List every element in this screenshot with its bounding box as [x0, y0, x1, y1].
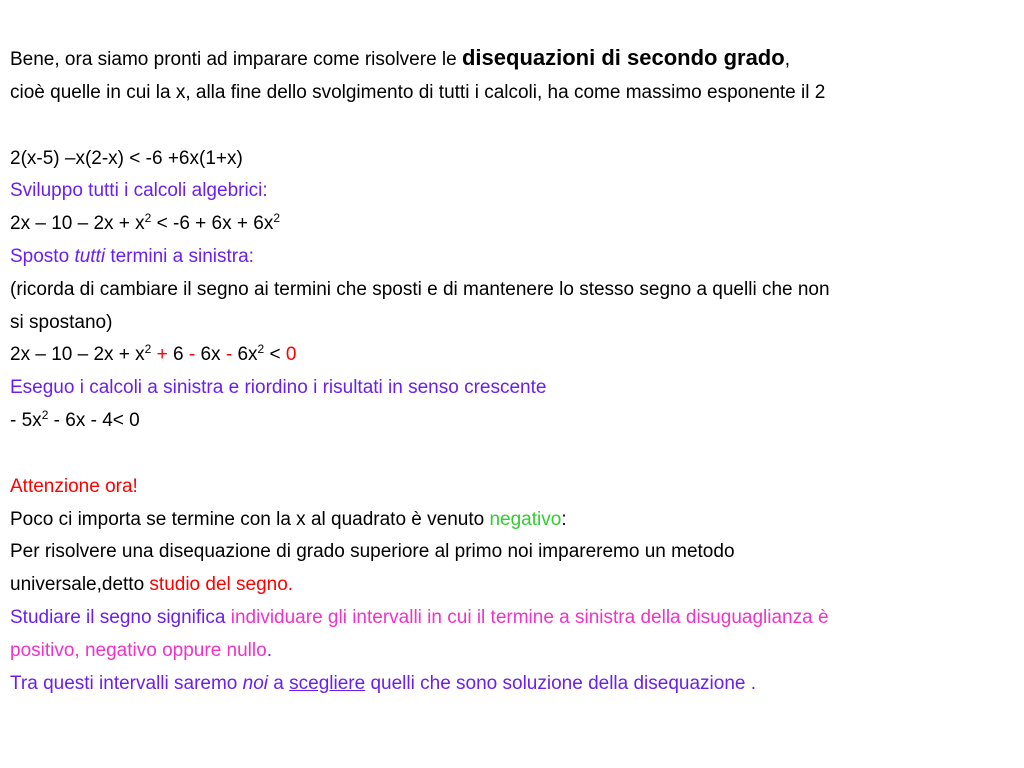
- eq4-left: - 5x: [10, 410, 42, 431]
- intro-comma: ,: [784, 49, 790, 70]
- intro-line-2: cioè quelle in cui la x, alla fine dello svolgimento di tutti i calcoli, ha come massimo esponente il 2: [10, 82, 826, 103]
- p6-text-b: a: [268, 673, 290, 694]
- attention-para-5: [10, 638, 272, 664]
- intro-line-1: [10, 45, 790, 71]
- eq3-six: 6: [173, 344, 189, 365]
- note-develop: Sviluppo tutti i calcoli algebrici:: [10, 180, 268, 201]
- p4-text: Studiare il segno significa: [10, 607, 231, 628]
- eq3-lt: <: [264, 344, 286, 365]
- p6-noi: noi: [242, 673, 269, 694]
- eq3-plus: +: [151, 344, 174, 365]
- note-compute: Eseguo i calcoli a sinistra e riordino i risultati in senso crescente: [10, 377, 547, 398]
- eq3-exponent-1: 2: [144, 342, 152, 356]
- p3-text: universale,detto: [10, 574, 150, 595]
- p1-colon: :: [561, 509, 567, 530]
- note-move-italic: tutti: [74, 246, 106, 267]
- eq2-right: < -6 + 6x + 6x: [151, 213, 274, 234]
- note-move-a: Sposto: [10, 246, 75, 267]
- attention-para-3: [10, 572, 293, 598]
- p6-choose: scegliere: [289, 673, 366, 694]
- p1-negative: negativo: [489, 509, 562, 530]
- eq3-minus-1: -: [188, 344, 201, 365]
- p1-text: Poco ci importa se termine con la x al quadrato è venuto: [10, 509, 490, 530]
- p6-text-c: quelli che sono soluzione della disequazione .: [365, 673, 757, 694]
- attention-para-1: [10, 507, 567, 533]
- eq4-right: - 6x - 4< 0: [48, 410, 140, 431]
- reminder-line-1: (ricorda di cambiare il segno ai termini che sposti e di mantenere lo stesso segno a quelli che non: [10, 279, 830, 300]
- eq3-exponent-2: 2: [257, 342, 265, 356]
- eq3-six-x2: 6x: [237, 344, 258, 365]
- eq3-minus-2: -: [225, 344, 238, 365]
- p4-definition: individuare gli intervalli in cui il termine a sinistra della disuguaglianza è: [230, 607, 829, 628]
- note-move: [10, 244, 254, 270]
- note-move-c: termini a sinistra:: [105, 246, 254, 267]
- eq3-six-x: 6x: [200, 344, 226, 365]
- attention-para-6: [10, 671, 756, 697]
- attention-para-4: [10, 605, 829, 631]
- intro-highlight: disequazioni di secondo grado: [461, 45, 785, 70]
- equation-final: [10, 408, 140, 434]
- p5-period: .: [266, 640, 272, 661]
- equation-original: 2(x-5) –x(2-x) < -6 +6x(1+x): [10, 148, 243, 169]
- eq2-exponent-1: 2: [144, 211, 152, 225]
- attention-title: Attenzione ora!: [10, 476, 138, 497]
- eq2-left: 2x – 10 – 2x + x: [10, 213, 145, 234]
- intro-text: Bene, ora siamo pronti ad imparare come risolvere le: [10, 49, 462, 70]
- eq3-zero: 0: [285, 344, 297, 365]
- p5-definition: positivo, negativo oppure nullo: [10, 640, 267, 661]
- eq4-exponent: 2: [41, 408, 49, 422]
- eq3-left: 2x – 10 – 2x + x: [10, 344, 145, 365]
- p3-method: studio del segno.: [149, 574, 294, 595]
- eq2-exponent-2: 2: [273, 211, 281, 225]
- equation-moved: [10, 342, 296, 368]
- p6-text-a: Tra questi intervalli saremo: [10, 673, 243, 694]
- attention-para-2: Per risolvere una disequazione di grado superiore al primo noi impareremo un metodo: [10, 541, 735, 562]
- reminder-line-2: si spostano): [10, 312, 113, 333]
- equation-developed: [10, 211, 280, 237]
